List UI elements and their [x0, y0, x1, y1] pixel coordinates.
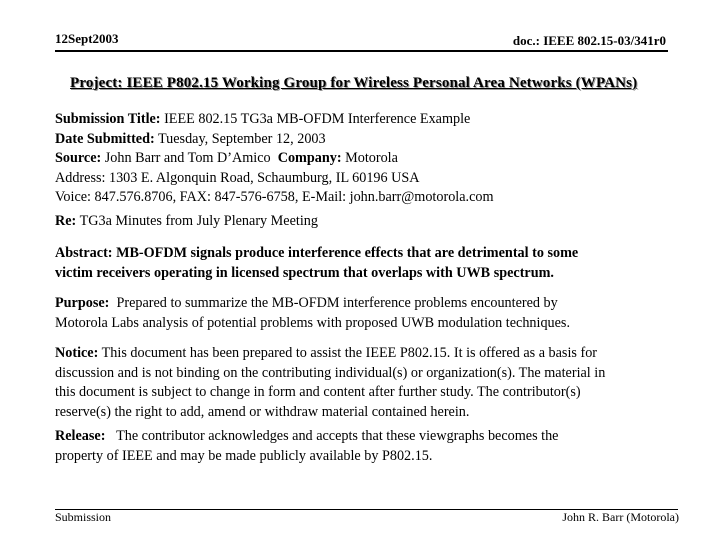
- notice-line-2: discussion and is not binding on the contributing individual(s) or organization(s). The material in: [55, 364, 606, 381]
- re-value: TG3a Minutes from July Plenary Meeting: [79, 213, 318, 229]
- purpose-label: Purpose:: [55, 295, 110, 311]
- project-title: Project: IEEE P802.15 Working Group for Wireless Personal Area Networks (WPANs): [70, 75, 638, 91]
- contact-line: Voice: 847.576.8706, FAX: 847-576-6758, E-Mail: john.barr@motorola.com: [55, 189, 494, 205]
- date-submitted-label: Date Submitted:: [55, 130, 155, 147]
- purpose-line-1: [55, 294, 685, 314]
- source-value: John Barr and Tom D’Amico: [104, 150, 271, 166]
- release-block: [55, 427, 685, 466]
- header-date: 12Sept2003: [55, 31, 119, 46]
- abstract-line-2: victim receivers operating in licensed spectrum that overlaps with UWB spectrum.: [55, 264, 554, 281]
- notice-text-1: This document has been prepared to assist the IEEE P802.15. It is offered as a basis for: [101, 345, 598, 361]
- footer-left: Submission: [55, 510, 112, 524]
- re-block: [55, 212, 685, 232]
- date-submitted-line: [55, 130, 685, 150]
- notice-line-4: reserve(s) the right to add, amend or withdraw material contained herein.: [55, 403, 470, 420]
- purpose-text-1: Prepared to summarize the MB-OFDM interference problems encountered by: [116, 295, 558, 311]
- address-line: Address: 1303 E. Algonquin Road, Schaumburg, IL 60196 USA: [55, 169, 420, 186]
- notice-line-1: [55, 344, 685, 364]
- company-value: Motorola: [345, 150, 398, 166]
- release-line-2: property of IEEE and may be made publicly available by P802.15.: [55, 447, 433, 464]
- abstract-line-1: Abstract: MB-OFDM signals produce interference effects that are detrimental to some: [55, 245, 579, 261]
- header-doc-id: doc.: IEEE 802.15-03/341r0: [512, 33, 666, 48]
- footer-right: John R. Barr (Motorola): [562, 510, 679, 524]
- release-line-1: [55, 427, 685, 447]
- submission-block: [55, 110, 685, 208]
- source-label: Source:: [55, 150, 102, 166]
- re-label: Re:: [55, 213, 77, 229]
- purpose-block: [55, 294, 685, 333]
- submission-title-label: Submission Title:: [55, 111, 161, 127]
- notice-line-3: this document is subject to change in form and content after further study. The contributor(s): [55, 384, 581, 400]
- submission-title-line: [55, 110, 685, 130]
- purpose-line-2: Motorola Labs analysis of potential problems with proposed UWB modulation techniques.: [55, 314, 570, 331]
- date-submitted-value: Tuesday, September 12, 2003: [158, 130, 326, 147]
- header-rule: [55, 50, 668, 52]
- notice-label: Notice:: [55, 345, 99, 361]
- release-label: Release:: [55, 428, 106, 444]
- release-text-1: The contributor acknowledges and accepts that these viewgraphs becomes the: [116, 428, 559, 444]
- source-line: [55, 149, 685, 169]
- abstract-block: [55, 244, 685, 283]
- company-label: Company:: [277, 150, 342, 166]
- submission-title-value: IEEE 802.15 TG3a MB-OFDM Interference Example: [164, 111, 471, 127]
- notice-block: [55, 344, 685, 422]
